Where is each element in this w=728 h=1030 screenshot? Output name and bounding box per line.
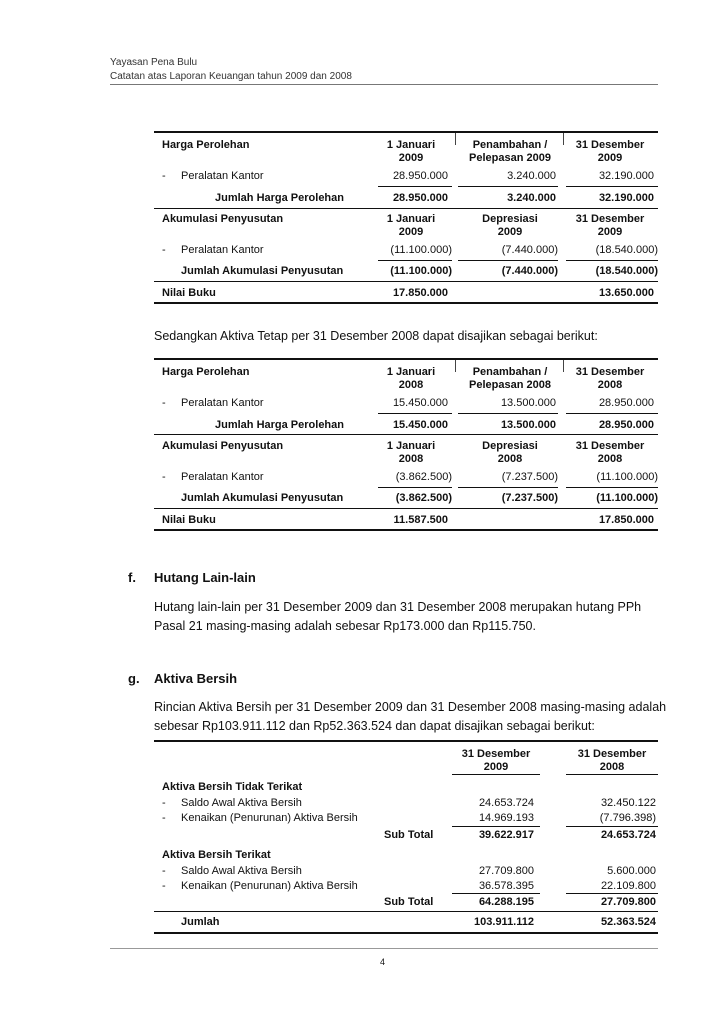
ak-item-label: Peralatan Kantor	[181, 471, 264, 483]
subtotal-rule	[378, 186, 452, 187]
ak-col3-line1: 31 Desember	[575, 213, 645, 225]
tt-row1-label: Saldo Awal Aktiva Bersih	[181, 797, 302, 809]
hp-item-val1: 28.950.000	[392, 170, 448, 182]
hp-header: Harga Perolehan	[162, 366, 250, 378]
subtotal-rule	[378, 487, 452, 488]
t-row1-v2: 5.600.000	[607, 865, 656, 877]
nb-val1: 11.587.500	[393, 514, 448, 526]
bullet-dash: -	[162, 880, 166, 892]
nb-label: Nilai Buku	[162, 514, 216, 526]
col2-line2: Pelepasan 2009	[469, 152, 551, 164]
ak-item-val2: (7.237.500)	[501, 471, 558, 483]
col3-line2: 2008	[597, 379, 623, 391]
col1-line1: 1 Januari	[386, 366, 436, 378]
t-row1-v1: 27.709.800	[478, 865, 534, 877]
ak-total-val1: (11.100.000)	[390, 265, 452, 277]
subtotal-rule	[566, 826, 658, 827]
t-row2-label: Kenaikan (Penurunan) Aktiva Bersih	[181, 880, 358, 892]
footer-rule	[110, 948, 658, 949]
total-v2: 52.363.524	[600, 916, 656, 928]
ab-col2-line2: 2008	[599, 761, 625, 773]
subtotal-rule	[378, 260, 452, 261]
hp-total-val1: 28.950.000	[392, 192, 448, 204]
bullet-dash: -	[162, 471, 166, 483]
t-header: Aktiva Bersih Terikat	[162, 849, 271, 861]
tt-row1-v1: 24.653.724	[478, 797, 534, 809]
t-row2-v1: 36.578.395	[478, 880, 534, 892]
subtotal-rule	[566, 260, 658, 261]
subtotal-rule	[458, 260, 558, 261]
col2-line1: Penambahan /	[472, 139, 548, 151]
ak-col1-line2: 2008	[398, 453, 424, 465]
tt-row2-label: Kenaikan (Penurunan) Aktiva Bersih	[181, 812, 358, 824]
subtotal-rule	[566, 487, 658, 488]
hp-item-label: Peralatan Kantor	[181, 397, 264, 409]
hp-item-val2: 13.500.000	[500, 397, 556, 409]
ak-header: Akumulasi Penyusutan	[162, 440, 284, 452]
ak-col2-line2: 2009	[497, 226, 523, 238]
ak-total-val2: (7.440.000)	[501, 265, 558, 277]
hp-total-val1: 15.450.000	[392, 419, 448, 431]
nb-label: Nilai Buku	[162, 287, 216, 299]
ak-item-val1: (11.100.000)	[390, 244, 452, 256]
section-rule	[154, 434, 658, 435]
total-label: Jumlah	[181, 916, 220, 928]
section-rule	[154, 508, 658, 509]
bullet-dash: -	[162, 170, 166, 182]
header-rule	[110, 84, 658, 85]
ak-col3-line2: 2008	[597, 453, 623, 465]
tt-header: Aktiva Bersih Tidak Terikat	[162, 781, 303, 793]
header-org-name: Yayasan Pena Bulu	[110, 57, 198, 68]
col3-line1: 31 Desember	[575, 366, 645, 378]
ak-item-label: Peralatan Kantor	[181, 244, 264, 256]
t-subtotal-v2: 27.709.800	[600, 896, 656, 908]
nb-val1: 17.850.000	[392, 287, 448, 299]
subtotal-rule	[566, 186, 658, 187]
col1-line2: 2008	[398, 379, 424, 391]
t-subtotal-label: Sub Total	[384, 896, 434, 908]
ak-item-val3: (11.100.000)	[596, 471, 658, 483]
table-top-rule	[154, 740, 658, 742]
nb-val3: 17.850.000	[598, 514, 654, 526]
intro-2008: Sedangkan Aktiva Tetap per 31 Desember 2008 dapat disajikan sebagai berikut:	[154, 329, 598, 343]
subtotal-rule	[458, 413, 558, 414]
tt-row1-v2: 32.450.122	[600, 797, 656, 809]
hp-total-label: Jumlah Harga Perolehan	[215, 419, 344, 431]
subtotal-rule	[566, 413, 658, 414]
ak-col3-line1: 31 Desember	[575, 440, 645, 452]
ak-col2-line1: Depresiasi	[482, 213, 538, 225]
hp-total-val2: 13.500.000	[500, 419, 556, 431]
hp-item-val2: 3.240.000	[507, 170, 556, 182]
ak-col1-line1: 1 Januari	[386, 213, 436, 225]
t-row2-v2: 22.109.800	[600, 880, 656, 892]
total-v1: 103.911.112	[474, 916, 534, 928]
ak-total-val2: (7.237.500)	[501, 492, 558, 504]
col1-line1: 1 Januari	[386, 139, 436, 151]
t-row1-label: Saldo Awal Aktiva Bersih	[181, 865, 302, 877]
table-top-rule	[154, 358, 658, 360]
ak-col3-line2: 2009	[597, 226, 623, 238]
ak-item-val2: (7.440.000)	[501, 244, 558, 256]
header-underline	[566, 774, 658, 775]
hp-item-val1: 15.450.000	[392, 397, 448, 409]
ak-item-val3: (18.540.000)	[595, 244, 658, 256]
bullet-dash: -	[162, 812, 166, 824]
subtotal-rule	[458, 487, 558, 488]
t-subtotal-v1: 64.288.195	[478, 896, 534, 908]
ab-col1-line1: 31 Desember	[461, 748, 531, 760]
bullet-dash: -	[162, 244, 166, 256]
section-f-body-line2: Pasal 21 masing-masing adalah sebesar Rp173.000 dan Rp115.750.	[154, 619, 536, 633]
ak-header: Akumulasi Penyusutan	[162, 213, 284, 225]
ak-col1-line2: 2009	[398, 226, 424, 238]
col2-line2: Pelepasan 2008	[469, 379, 551, 391]
tt-subtotal-v2: 24.653.724	[600, 829, 656, 841]
column-separator	[563, 133, 564, 145]
table-bottom-rule	[154, 302, 658, 304]
subtotal-rule	[458, 186, 558, 187]
ak-total-label: Jumlah Akumulasi Penyusutan	[181, 492, 344, 504]
total-rule	[154, 911, 658, 912]
hp-total-val3: 28.950.000	[598, 419, 654, 431]
hp-item-label: Peralatan Kantor	[181, 170, 264, 182]
column-separator	[563, 360, 564, 372]
ak-col1-line1: 1 Januari	[386, 440, 436, 452]
hp-total-label: Jumlah Harga Perolehan	[215, 192, 344, 204]
nb-val3: 13.650.000	[598, 287, 654, 299]
section-g-title: Aktiva Bersih	[154, 671, 238, 686]
ak-total-val3: (11.100.000)	[596, 492, 658, 504]
ab-col1-line2: 2009	[483, 761, 509, 773]
subtotal-rule	[378, 413, 452, 414]
ak-col2-line2: 2008	[497, 453, 523, 465]
section-f-letter: f.	[128, 570, 136, 585]
section-g-body-line2: sebesar Rp103.911.112 dan Rp52.363.524 dan dapat disajikan sebagai berikut:	[154, 719, 595, 733]
subtotal-rule	[452, 893, 540, 894]
hp-total-val2: 3.240.000	[507, 192, 556, 204]
ak-total-val1: (3.862.500)	[395, 492, 452, 504]
table-bottom-rule	[154, 529, 658, 531]
subtotal-rule	[566, 893, 658, 894]
page-number: 4	[380, 957, 386, 967]
tt-row2-v1: 14.969.193	[478, 812, 534, 824]
tt-row2-v2: (7.796.398)	[599, 812, 656, 824]
col3-line2: 2009	[597, 152, 623, 164]
header-subtitle: Catatan atas Laporan Keuangan tahun 2009 dan 2008	[110, 71, 352, 82]
ab-col2-line1: 31 Desember	[577, 748, 647, 760]
section-g-letter: g.	[128, 671, 140, 686]
table-bottom-rule	[154, 932, 658, 934]
ak-col2-line1: Depresiasi	[482, 440, 538, 452]
subtotal-rule	[452, 826, 540, 827]
hp-item-val3: 32.190.000	[598, 170, 654, 182]
table-top-rule	[154, 131, 658, 133]
col2-line1: Penambahan /	[472, 366, 548, 378]
hp-item-val3: 28.950.000	[598, 397, 654, 409]
hp-total-val3: 32.190.000	[598, 192, 654, 204]
bullet-dash: -	[162, 797, 166, 809]
section-f-title: Hutang Lain-lain	[154, 570, 256, 585]
bullet-dash: -	[162, 865, 166, 877]
column-separator	[455, 133, 456, 145]
header-underline	[452, 774, 540, 775]
ak-item-val1: (3.862.500)	[395, 471, 452, 483]
col3-line1: 31 Desember	[575, 139, 645, 151]
hp-header: Harga Perolehan	[162, 139, 250, 151]
col1-line2: 2009	[398, 152, 424, 164]
section-rule	[154, 208, 658, 209]
tt-subtotal-v1: 39.622.917	[478, 829, 534, 841]
section-f-body-line1: Hutang lain-lain per 31 Desember 2009 dan 31 Desember 2008 merupakan hutang PPh	[154, 600, 642, 614]
section-g-body-line1: Rincian Aktiva Bersih per 31 Desember 2009 dan 31 Desember 2008 masing-masing adalah	[154, 700, 667, 714]
section-rule	[154, 281, 658, 282]
column-separator	[455, 360, 456, 372]
ak-total-val3: (18.540.000)	[595, 265, 658, 277]
bullet-dash: -	[162, 397, 166, 409]
ak-total-label: Jumlah Akumulasi Penyusutan	[181, 265, 344, 277]
tt-subtotal-label: Sub Total	[384, 829, 434, 841]
